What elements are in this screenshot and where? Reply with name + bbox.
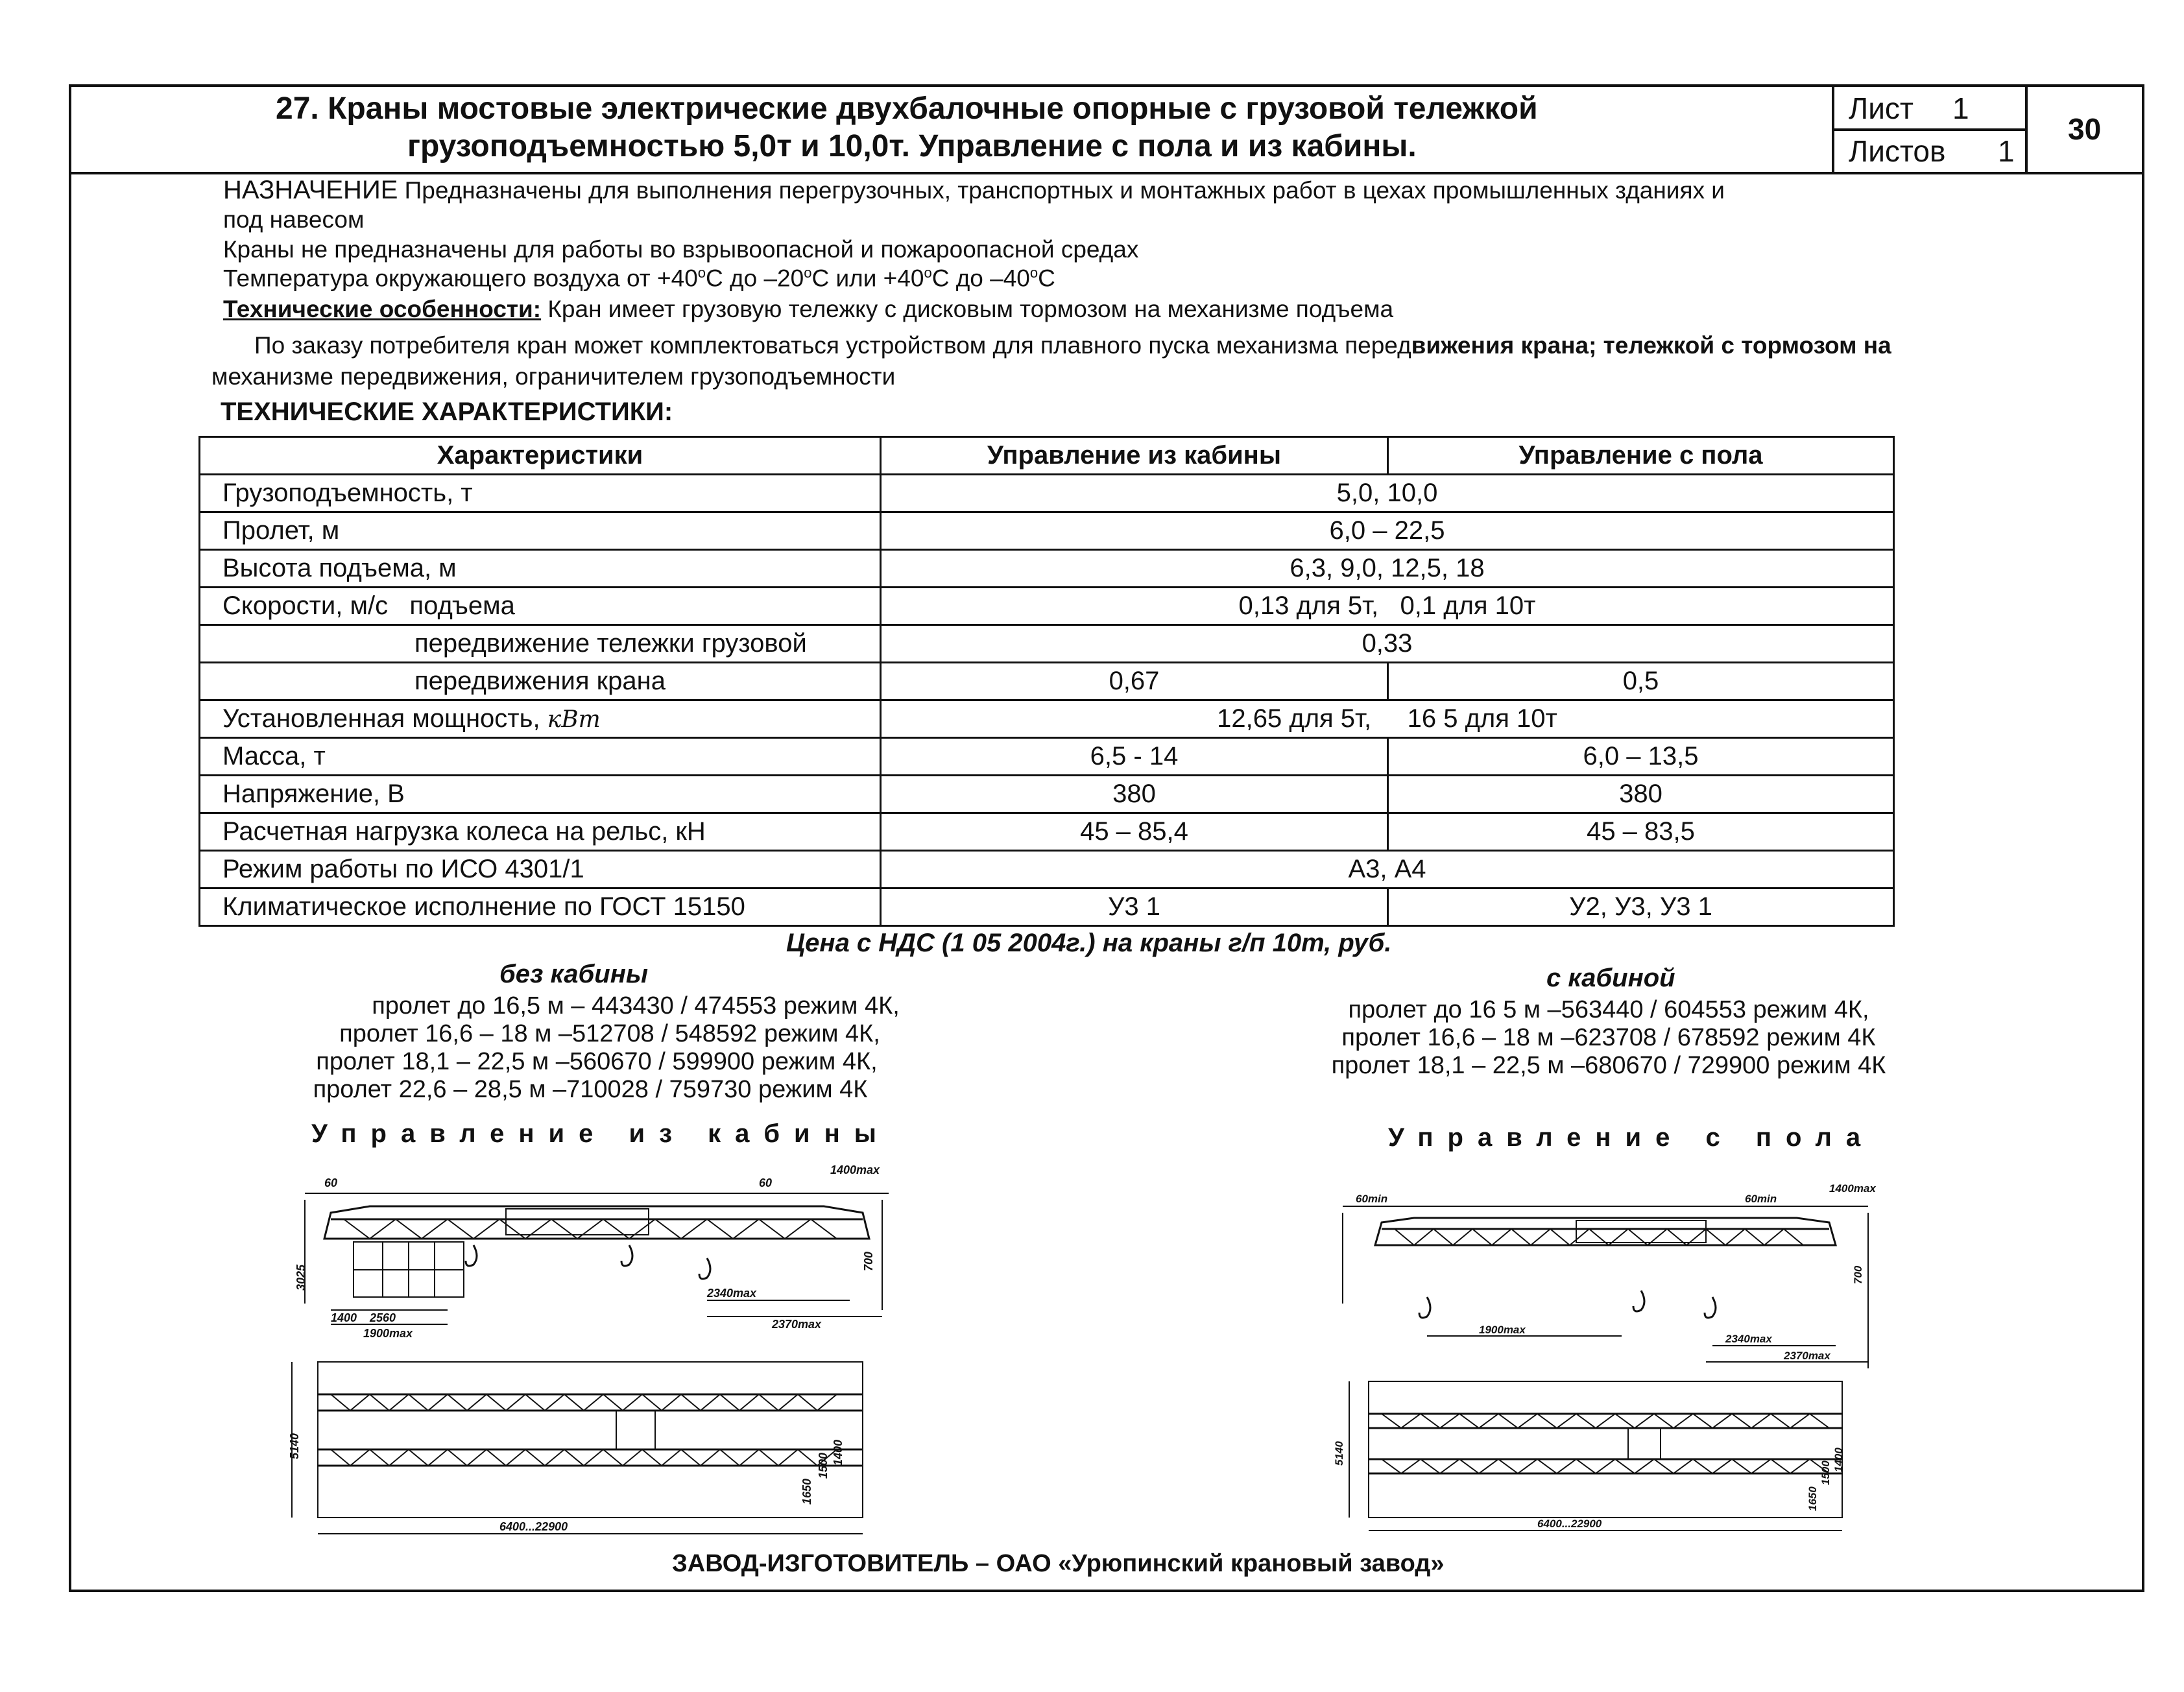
row-value: 5,0, 10,0 [881,475,1894,512]
price-line: пролет 18,1 – 22,5 м –560670 / 599900 режим 4К, [316,1048,878,1075]
table-row [200,663,1894,700]
table-row [200,512,1894,550]
power-label: Установленная мощность, [222,704,540,733]
dim-label: 2370max [1784,1350,1830,1362]
dim-label: 2370max [772,1318,822,1331]
dim-label: 1400 [832,1439,845,1466]
table-row [200,625,1894,663]
trolley [506,1209,649,1235]
row-label: Режим работы по ИСО 4301/1 [200,851,881,888]
hook-icon [1419,1297,1430,1318]
row-value: А3, А4 [881,851,1894,888]
row-value: 6,3, 9,0, 12,5, 18 [881,550,1894,588]
sheets-label: Листов [1849,134,1946,168]
hook-icon [1633,1291,1644,1311]
degree-mark: о [1029,265,1038,281]
degree-mark: о [697,265,706,281]
order-line-1 [254,332,1891,360]
dim-label: 2340max [1725,1333,1772,1345]
row-value-floor: 380 [1388,776,1894,813]
row-value: 6,0 – 22,5 [881,512,1894,550]
row-label: Пролет, м [200,512,881,550]
sheet-box-divider-h [1832,128,2026,131]
price-heading-no-cabin: без кабины [499,960,649,988]
row-value: 0,13 для 5т, 0,1 для 10т [881,588,1894,625]
floor-crane-drawing [1330,1174,1914,1543]
purpose-text: Предназначены для выполнения перегрузочных, транспортных и монтажных работ в цехах промышленных зданиях и [404,177,1725,204]
manufacturer-footer: ЗАВОД-ИЗГОТОВИТЕЛЬ – ОАО «Урюпинский крановый завод» [672,1550,1445,1577]
dim-label: 1900max [1479,1324,1526,1336]
dim-label: 700 [862,1251,875,1271]
row-value-cabin: У3 1 [881,888,1388,926]
dim-label: 1500 [1819,1460,1832,1485]
table-row [200,888,1894,926]
price-list-with-cabin [1284,996,1933,1080]
purpose-label: НАЗНАЧЕНИЕ [223,176,398,204]
hook-icon [621,1245,632,1266]
temp-part-d: С до –40 [931,265,1030,292]
dim-label: 1400max [1829,1182,1876,1195]
features-line [223,296,1393,324]
dim-label: 1650 [800,1478,813,1505]
hook-icon [1705,1297,1716,1318]
row-label: Скорости, м/с подъема [200,588,881,625]
hook-icon [699,1258,710,1279]
row-value: 12,65 для 5т, 16 5 для 10т [881,700,1894,738]
temp-part-e: С [1038,265,1055,292]
temp-part-b: С до –20 [706,265,804,292]
table-row [200,588,1894,625]
order-line-1a: По заказу потребителя кран может комплектоваться устройством для плавного пуска механизма перед [254,332,1411,359]
dim-label: 1900max [363,1327,413,1340]
temp-part-a: Температура окружающего воздуха от +40 [223,265,698,292]
order-line-1b: вижения крана; тележкой с тормозом на [1411,332,1891,359]
power-unit-handwritten: кВт [547,706,601,733]
degree-mark: о [924,265,932,281]
price-line: пролет до 16 5 м –563440 / 604553 режим 4К, [1348,996,1869,1023]
caption-floor-control: Управление с пола [1388,1123,1875,1152]
dim-label: 2560 [370,1311,396,1324]
table-row [200,813,1894,851]
dim-label: 700 [1852,1265,1864,1284]
price-line: пролет 22,6 – 28,5 м –710028 / 759730 режим 4К [313,1076,868,1103]
dim-label: 5140 [1333,1441,1345,1466]
dim-label: 1400max [830,1163,880,1176]
features-text: Кран имеет грузовую тележку с дисковым тормозом на механизме подъема [547,296,1394,322]
dim-label: 2340max [707,1287,757,1300]
spec-table [198,436,1895,927]
plan-outline [1369,1381,1842,1518]
doc-title-line-1: 27. Краны мостовые электрические двухбалочные опорные с грузовой тележкой [276,91,1538,126]
col-header-floor: Управление с пола [1388,437,1894,475]
bridge-girder [1375,1218,1836,1245]
row-label [200,700,881,738]
purpose-line [223,175,1725,205]
purpose-cont: под навесом [223,206,365,233]
row-value-floor: 6,0 – 13,5 [1388,738,1894,776]
table-row [200,550,1894,588]
table-row [200,475,1894,512]
price-line: пролет 18,1 – 22,5 м –680670 / 729900 режим 4К [1331,1052,1886,1079]
hook-icon [466,1245,477,1266]
row-value-cabin: 6,5 - 14 [881,738,1388,776]
row-label: Климатическое исполнение по ГОСТ 15150 [200,888,881,926]
degree-mark: о [804,265,812,281]
page-number: 30 [2068,112,2102,146]
dim-label: 60min [1745,1193,1777,1205]
temp-part-c: С или +40 [811,265,924,292]
dim-label: 60 [759,1176,773,1189]
row-value-cabin: 45 – 85,4 [881,813,1388,851]
row-label: Высота подъема, м [200,550,881,588]
row-label: Напряжение, В [200,776,881,813]
order-line-2: механизме передвижения, ограничителем грузоподъемности [211,363,896,390]
table-row [200,851,1894,888]
dim-label: 1500 [817,1452,830,1479]
dim-label: 6400...22900 [499,1520,568,1533]
dim-label: 5140 [288,1433,301,1459]
dim-label: 1400 [331,1311,357,1324]
doc-title-line-2: грузоподъемностью 5,0т и 10,0т. Управление с пола и из кабины. [407,129,1417,163]
table-row [200,700,1894,738]
table-row [200,738,1894,776]
col-header-characteristics: Характеристики [200,437,881,475]
price-line: пролет 16,6 – 18 м –623708 / 678592 режим 4К [1341,1024,1876,1051]
row-value: 0,33 [881,625,1894,663]
col-header-cabin: Управление из кабины [881,437,1388,475]
temperature-line [223,265,1055,292]
row-value-floor: 45 – 83,5 [1388,813,1894,851]
dim-label: 1400 [1832,1448,1845,1472]
row-value-floor: У2, У3, У3 1 [1388,888,1894,926]
bridge-girder [324,1206,869,1239]
table-row [200,776,1894,813]
price-line: пролет 16,6 – 18 м –512708 / 548592 режим 4К, [339,1020,880,1047]
dim-label: 1650 [1806,1486,1819,1511]
sheet-label: Лист [1849,91,1914,125]
table-header-row [200,437,1894,475]
price-list-no-cabin [234,992,992,1104]
dim-label: 60 [324,1176,338,1189]
plan-outline [318,1362,863,1518]
row-value-cabin: 0,67 [881,663,1388,700]
features-label: Технические особенности: [223,296,542,322]
row-value-floor: 0,5 [1388,663,1894,700]
row-value-cabin: 380 [881,776,1388,813]
row-label: передвижение тележки грузовой [200,625,881,663]
dim-label: 3025 [294,1264,307,1291]
caption-cabin-control: Управление из кабины [311,1119,891,1148]
dim-label: 60min [1356,1193,1388,1205]
sheets-value: 1 [1998,134,2015,168]
sheet-value: 1 [1952,91,1969,125]
row-label: Масса, т [200,738,881,776]
price-line: пролет до 16,5 м – 443430 / 474553 режим 4К, [372,992,900,1019]
cabin-crane-drawing [288,1154,915,1543]
price-title: Цена с НДС (1 05 2004г.) на краны г/п 10т, руб. [786,929,1392,957]
tech-heading: ТЕХНИЧЕСКИЕ ХАРАКТЕРИСТИКИ: [221,398,673,426]
row-label: Грузоподъемность, т [200,475,881,512]
restriction-line: Краны не предназначены для работы во взрывоопасной и пожароопасной средах [223,236,1139,263]
dim-label: 6400...22900 [1537,1518,1602,1530]
row-label: передвижения крана [200,663,881,700]
row-label: Расчетная нагрузка колеса на рельс, кН [200,813,881,851]
price-heading-with-cabin: с кабиной [1546,964,1675,992]
